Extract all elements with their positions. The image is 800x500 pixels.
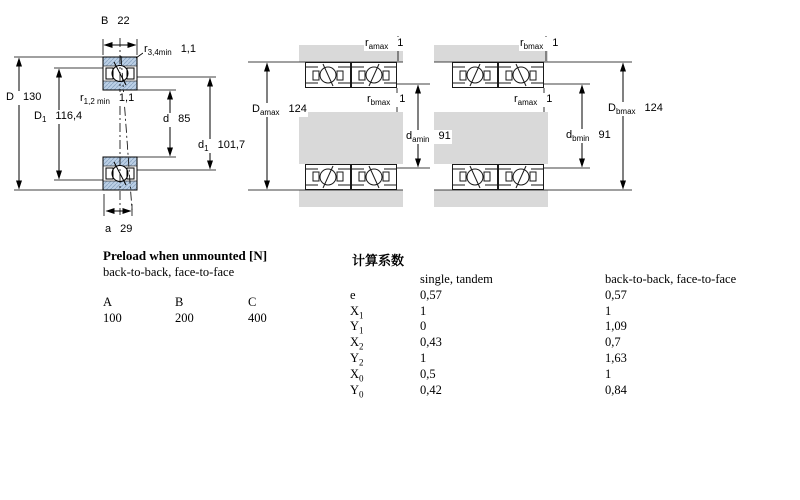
factor-value-paired: 0,84 bbox=[605, 382, 627, 397]
preload-col-a: A bbox=[103, 295, 113, 309]
factor-value-single: 1 bbox=[420, 303, 427, 318]
dim-label-ramax-mid: $r_{amax}$ 1 bbox=[365, 37, 404, 52]
preload-column-headers bbox=[103, 295, 318, 310]
face-to-face-arrangement-drawing bbox=[434, 36, 632, 207]
factors-title: 计算系数 bbox=[352, 253, 405, 268]
preload-value-c: 400 bbox=[248, 311, 267, 325]
factor-row-label: $X_2$ bbox=[350, 335, 364, 352]
dim-label-width-B: B 22 bbox=[100, 15, 131, 29]
factor-value-paired: 0,57 bbox=[605, 287, 627, 302]
dim-label-ramax-right: $r_{amax}$ 1 bbox=[514, 93, 553, 108]
factor-value-paired: 1,09 bbox=[605, 319, 627, 334]
factor-row-label: $Y_2$ bbox=[350, 350, 364, 368]
preload-values bbox=[103, 311, 318, 326]
factors-corner-cell bbox=[350, 272, 420, 288]
factor-value-single: 0,5 bbox=[420, 366, 436, 381]
dim-label-outer-diameter-D: D 130 bbox=[5, 91, 42, 105]
factor-row-label: $X_1$ bbox=[350, 303, 364, 321]
factor-value-single: 0,42 bbox=[420, 382, 442, 397]
factor-row-label: $Y_0$ bbox=[350, 382, 364, 400]
dim-label-bore-d: d 85 bbox=[162, 113, 191, 127]
factor-value-paired: 1 bbox=[605, 303, 612, 318]
dim-label-Dbmax: $D_{bmax}$ 124 bbox=[608, 102, 663, 117]
factor-value-single: 1 bbox=[420, 350, 427, 365]
dim-label-D1: $D_1$ 116,4 bbox=[34, 110, 83, 125]
factors-header-single-tandem: single, tandem bbox=[420, 272, 493, 286]
factor-value-paired: 0,7 bbox=[605, 335, 621, 350]
back-to-back-arrangement-drawing bbox=[248, 36, 430, 207]
dim-label-rbmax-mid: $r_{bmax}$ 1 bbox=[367, 93, 406, 108]
dim-label-r34min: $r_{3,4min}$ 1,1 bbox=[144, 43, 196, 58]
factor-value-single: 0 bbox=[420, 319, 427, 334]
dim-label-d1: $d_1$ 101,7 bbox=[198, 139, 246, 154]
factor-value-single: 0,43 bbox=[420, 335, 442, 350]
preload-col-c: C bbox=[248, 295, 257, 309]
dim-label-rbmax-right: $r_{bmax}$ 1 bbox=[520, 37, 559, 52]
factor-value-single: 0,57 bbox=[420, 287, 442, 302]
dim-label-pressure-centre-a: a 29 bbox=[104, 223, 133, 237]
preload-subtitle: back-to-back, face-to-face bbox=[103, 265, 235, 279]
factor-row-label: $Y_1$ bbox=[350, 319, 364, 336]
dim-label-Damax: $D_{amax}$ 124 bbox=[252, 103, 307, 118]
factor-row-label: $X_0$ bbox=[350, 366, 364, 384]
dim-label-dbmin: $d_{bmin}$ 91 bbox=[566, 129, 611, 144]
factor-value-paired: 1 bbox=[605, 366, 612, 381]
factor-row-label: e bbox=[350, 287, 356, 302]
factor-value-paired: 1,63 bbox=[605, 350, 627, 365]
dim-label-damin: $d_{amin}$ 91 bbox=[406, 130, 451, 145]
preload-value-a: 100 bbox=[103, 311, 122, 325]
preload-title: Preload when unmounted [N] bbox=[103, 248, 268, 263]
preload-col-b: B bbox=[175, 295, 184, 309]
preload-value-b: 200 bbox=[175, 311, 194, 325]
preload-table bbox=[103, 248, 318, 326]
factors-table bbox=[350, 272, 800, 398]
factors-header-back-to-back: back-to-back, face-to-face bbox=[605, 272, 737, 286]
dim-label-r12min: $r_{1,2 min}$ 1,1 bbox=[80, 92, 135, 107]
